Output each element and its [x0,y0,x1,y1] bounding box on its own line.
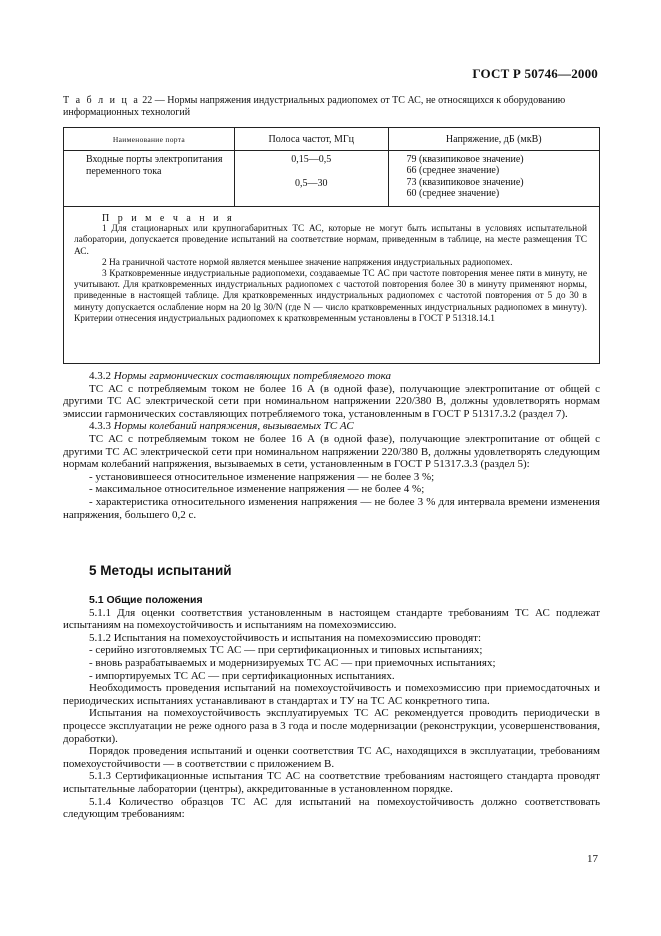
subsection-title: Нормы гармонических составляющих потребляемого тока [113,370,392,382]
list-item: - вновь разрабатываемых и модернизируемых ТС АС — при приемочных испытаниях; [89,656,496,669]
voltage-value: 79 (квазипиковое значение) [406,154,524,165]
cell-frequency-band [234,151,388,207]
subsection-heading-4-3-3 [63,420,600,433]
subsection-heading-4-3-2 [63,370,600,383]
section-5-body [63,594,600,821]
paragraph: 5.1.2 Испытания на помехоустойчивость и испытания на помехоэмиссию проводят: [89,631,482,644]
paragraph: 5.1.1 Для оценки соответствия установленным в настоящем стандарте требованиям ТС АС подлежат испытаниям на помехоустойчивость и испытаниям на помехоэмиссию. [63,606,600,632]
list-item: - импортируемых ТС АС — при сертификационных испытаниях. [89,669,395,682]
note-3: 3 Кратковременные индустриальные радиопомехи, создаваемые ТС АС при частоте повторения менее пяти в минуту, не учитывают. Для кратковременных индустриальных радиопомех с частотой повторения более 30 в минуту применяют нормы, приведенные в настоящей таблице. Для кратковременных индустриальных радиопомех с частотой повторения от 5 до 30 в минуту допускается ослабление норм на 20 lg 30/N (где N — число кратковременных индустриальных радиопомех в минуту). Критерии отнесения индустриальных радиопомех к кратковременным установлены в ГОСТ Р 51318.14.1 [74,269,587,324]
table-row [64,151,600,207]
document-header: ГОСТ Р 50746—2000 [472,66,598,81]
page-number: 17 [587,853,598,865]
paragraph: ТС АС с потребляемым током не более 16 А (в одной фазе), получающие электропитание от общей с другими ТС АС электрической сети при номинальном напряжении 220/380 В, должны удовлетворять следующим нормам колебаний напряжения, вызываемых в сети, установленным в ГОСТ Р 51317.3.3 (раздел 5): [63,432,600,471]
section-heading-5: 5 Методы испытаний [89,563,232,578]
column-header-voltage: Напряжение, дБ (мкВ) [388,128,599,151]
paragraph: ТС АС с потребляемым током не более 16 А (в одной фазе), получающие электропитание от общей с другими ТС АС электрической сети при номинальном напряжении 220/380 В, должны удовлетворять нормам эмиссии гармонических составляющих потребляемого тока, установленным в ГОСТ Р 51317.3.2 (раздел 7). [63,382,600,420]
emission-norms-table [63,127,600,364]
subsection-number: 4.3.2 [89,370,111,382]
list-item: - серийно изготовляемых ТС АС — при сертификационных и типовых испытаниях; [89,644,483,657]
table-header-row [64,128,600,151]
table-caption-text: 22 — Нормы напряжения индустриальных радиопомех от ТС АС, не относящихся к оборудованию информационных технологий [63,95,566,118]
notes-heading: П р и м е ч а н и я [102,213,235,224]
band-value: 0,5—30 [295,178,328,189]
subsection-number: 4.3.3 [89,420,111,433]
cell-port-name: Входные порты электропитания переменного тока [64,151,235,207]
subsection-heading-5-1: 5.1 Общие положения [89,594,203,606]
note-1: 1 Для стационарных или крупногабаритных ТС АС, которые не могут быть испытаны в условиях испытательной лаборатории, допускается проведение испытаний на соответствие нормам, приведенным в таблице, на месте размещения ТС АС. [74,224,587,257]
column-header-port: Наименование порта [64,128,235,151]
band-value: 0,15—0,5 [291,154,332,165]
table-caption [63,95,603,119]
table-notes-row [64,207,600,364]
paragraph: 5.1.4 Количество образцов ТС АС для испытаний на помехоустойчивость должно соответствовать следующим требованиям: [63,795,600,821]
paragraph: Порядок проведения испытаний и оценки соответствия ТС АС, находящихся в эксплуатации, требованиям помехоустойчивости — в соответствии с приложением В. [63,745,600,770]
paragraph: Необходимость проведения испытаний на помехоустойчивость и помехоэмиссию при приемосдаточных и периодических испытаниях устанавливают в стандартах и ТУ на ТС АС конкретного типа. [63,682,600,707]
paragraph: 5.1.3 Сертификационные испытания ТС АС на соответствие требованиям настоящего стандарта проводят испытательные лаборатории (центры), аккредитованные в установленном порядке. [63,770,600,795]
list-item: - установившееся относительное изменение напряжения — не более 3 %; [89,470,435,483]
voltage-value: 73 (квазипиковое значение) [406,176,524,188]
list-item: - характеристика относительного изменения напряжения — не более 3 % для интервала времени изменения напряжения, большего 0,2 с. [63,495,600,521]
table-notes [64,207,600,364]
paragraph: Испытания на помехоустойчивость эксплуатируемых ТС АС рекомендуется проводить периодически в процессе эксплуатации не реже одного раза в 3 года и после модернизации (реконструкции, усовершенствования, доработки). [63,707,600,745]
subsection-title: Нормы колебаний напряжения, вызываемых ТС АС [113,420,354,433]
voltage-value: 60 (среднее значение) [406,187,500,199]
section-4-3-body [63,370,600,521]
column-header-band: Полоса частот, МГц [234,128,388,151]
list-item: - максимальное относительное изменение напряжения — не более 4 %; [89,483,425,496]
cell-voltage-limits [388,151,599,207]
note-2: 2 На граничной частоте нормой является меньшее значение напряжения индустриальных радиопомех. [102,257,513,268]
table-caption-prefix: Т а б л и ц а [63,95,140,106]
voltage-value: 66 (среднее значение) [406,165,500,177]
